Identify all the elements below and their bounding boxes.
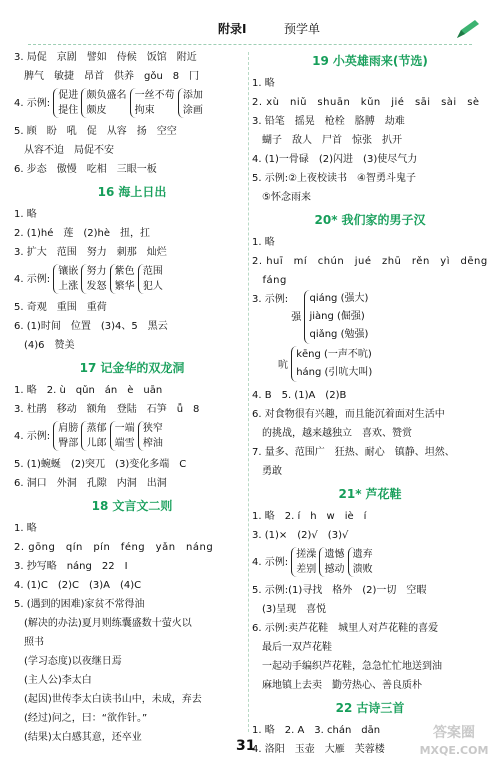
answer-line: (经过)问之，曰：“欲作针。” (14, 713, 148, 724)
answer-line: 7. 量多、范围广 狂热、耐心 镇静、坦然、 (252, 447, 455, 458)
answer-line: 3. 局促 京剧 譬如 侍候 饭馆 附近 (14, 52, 197, 63)
answer-line: 5. 示例:(1)寻找 格外 (2)一切 空暇 (252, 585, 427, 596)
pencil-icon (455, 18, 481, 40)
answer-line: 4. (1)C (2)C (3)A (4)C (14, 580, 142, 591)
answer-line: 蝴子 敌人 尸首 惊张 扒开 (252, 135, 402, 146)
watermark-logo: 答案圈 MXQE.COM (419, 725, 489, 757)
header-divider (28, 44, 472, 45)
answer-line: 麻地镇上去卖 勤劳热心、善良质朴 (252, 680, 422, 691)
answer-line: (解决的办法)夏月则练囊盛数十萤火以 (14, 618, 192, 629)
word-group: 遗弃 溃败 (348, 547, 373, 577)
answer-line: (4)6 赞美 (14, 340, 75, 351)
word-group: 肩膀 臀部 (53, 421, 78, 451)
polyphone-group: kēng (一声不吭) háng (引吭大叫) (291, 346, 372, 382)
appendix-subtitle: 预学单 (284, 22, 321, 36)
word-group: 努力 发怒 (81, 264, 106, 294)
answer-line (14, 86, 250, 122)
section-heading-18: 18 文言文二则 (91, 499, 173, 513)
answer-line: 3. 扩大 范围 努力 刺那 灿烂 (14, 247, 167, 258)
answer-label: 4. 示例: (14, 431, 51, 442)
answer-line: 勇敢 (252, 466, 282, 477)
answer-line: 的挑战，越来越独立 喜欢、赞赏 (252, 428, 412, 439)
section-heading-19: 19 小英雄雨来(节选) (312, 54, 428, 68)
answer-line (252, 290, 488, 346)
answer-line: 6. 洞口 外洞 孔隙 内洞 出洞 (14, 478, 167, 489)
answer-line (252, 346, 488, 386)
word-group: 一丝不苟 拘束 (130, 88, 175, 118)
answer-line: 5. (1)蜿蜒 (2)突兀 (3)变化多端 C (14, 459, 187, 470)
answer-line: 5. 奇观 重围 重荷 (14, 302, 107, 313)
answer-line: 脾气 敏捷 昂首 供养 gǒu 8 冂 (14, 71, 200, 82)
answer-line: 2. (1)hé 莲 (2)hè 扭，扛 (14, 228, 151, 239)
answer-line: 5. 示例:②上夜校读书 ④智勇斗鬼子 (252, 173, 417, 184)
word-group: 狭窄 榨油 (138, 421, 163, 451)
answer-line: 4. B 5. (1)A (2)B (252, 390, 347, 401)
answer-line: 3. (1)× (2)√ (3)√ (252, 530, 349, 541)
answer-line: (3)呈现 喜悦 (252, 604, 327, 615)
answer-line (14, 419, 250, 455)
polyphone-char: 强 (291, 312, 302, 323)
answer-line: 照书 (14, 637, 44, 648)
left-column (14, 48, 250, 747)
answer-line: 从容不迫 局促不安 (14, 145, 114, 156)
answer-line: 4. (1)一骨碌 (2)闪进 (3)使尽气力 (252, 154, 418, 165)
answer-line (252, 545, 488, 581)
answer-line: 2. huī mí chún jué zhū rěn yì dēng (252, 256, 488, 267)
word-group: 添加 涂画 (178, 88, 203, 118)
answer-line: 1. 略 (252, 78, 275, 89)
answer-line (14, 262, 250, 298)
answer-line: 6. 步态 傲慢 吃相 三眼一板 (14, 164, 157, 175)
word-group: 搓澡 差别 (291, 547, 316, 577)
answer-line: 1. 略 (14, 209, 37, 220)
answer-line: (主人公)李太白 (14, 675, 92, 686)
answer-line: (学习态度)以夜继日焉 (14, 656, 122, 667)
answer-line: 1. 略 2. ù qǔn án è uān (14, 385, 163, 396)
section-heading-22: 22 古诗三首 (335, 701, 405, 715)
word-group: 蒸郁 儿郎 (81, 421, 106, 451)
word-group: 遗憾 撼动 (319, 547, 344, 577)
answer-line: 1. 略 2. í h w iè í (252, 511, 367, 522)
answer-line: 4. 洛阳 玉壶 大雁 芙蓉楼 (252, 744, 385, 755)
page-number: 31 (236, 738, 256, 754)
answer-line: 1. 略 2. A 3. chán dān (252, 725, 381, 736)
answer-line: 5. (遇到的困难)家贫不常得油 (14, 599, 145, 610)
answer-line: 6. 示例:卖芦花鞋 城里人对芦花鞋的喜爱 (252, 623, 439, 634)
answer-line: (结果)太白感其意，还卒业 (14, 732, 142, 743)
answer-line: 3. 杜鹃 移动 额角 登陆 石笋 ǚ 8 (14, 404, 200, 415)
answer-line: 一起动手编织芦花鞋，急急忙忙地送到油 (252, 661, 442, 672)
section-heading-20: 20* 我们家的男子汉 (314, 213, 426, 227)
answer-line: 6. 对食物很有兴趣，而且能沉着面对生活中 (252, 409, 445, 420)
appendix-title: 附录Ⅰ (218, 22, 247, 36)
answer-label: 4. 示例: (252, 557, 289, 568)
answer-line: 最后一双芦花鞋 (252, 642, 332, 653)
section-heading-21: 21* 芦花鞋 (338, 487, 402, 501)
answer-line: 5. 顾 盼 吼 促 从容 扬 空空 (14, 126, 177, 137)
word-group: 范围 犯人 (138, 264, 163, 294)
answer-line: (起因)世传李太白读书山中，未成，弃去 (14, 694, 202, 705)
word-group: 颇负盛名 颇皮 (81, 88, 126, 118)
answer-line: 1. 略 (252, 237, 275, 248)
answer-line: 2. gōng qín pín féng yǎn náng (14, 542, 214, 553)
page-header (0, 0, 500, 44)
word-group: 镶嵌 上涨 (53, 264, 78, 294)
word-group: 紫色 繁华 (110, 264, 135, 294)
word-group: 促进 提住 (53, 88, 78, 118)
right-column (252, 48, 488, 759)
answer-line: fáng (252, 275, 287, 286)
answer-line: 1. 略 (14, 523, 37, 534)
answer-line: 3. 铅笔 摇晃 枪栓 胳膊 劫难 (252, 116, 405, 127)
polyphone-char: 吭 (278, 360, 288, 371)
section-heading-17: 17 记金华的双龙洞 (79, 361, 185, 375)
polyphone-group: qiáng (强大) jiàng (倔强) qiǎng (勉强) (304, 290, 368, 344)
answer-label: 4. 示例: (14, 98, 51, 109)
answer-line: 3. 抄写略 náng 22 Ⅰ (14, 561, 128, 572)
answer-label: 3. 示例: (252, 294, 289, 305)
answer-label: 4. 示例: (14, 274, 51, 285)
answer-line: 2. xù niǔ shuān kǔn jié sāi sài sè (252, 97, 480, 108)
word-group: 一端 端雪 (110, 421, 135, 451)
answer-line: ⑤怀念雨来 (252, 192, 311, 203)
answer-line: 6. (1)时间 位置 (3)4、5 黑云 (14, 321, 168, 332)
section-heading-16: 16 海上日出 (97, 185, 167, 199)
